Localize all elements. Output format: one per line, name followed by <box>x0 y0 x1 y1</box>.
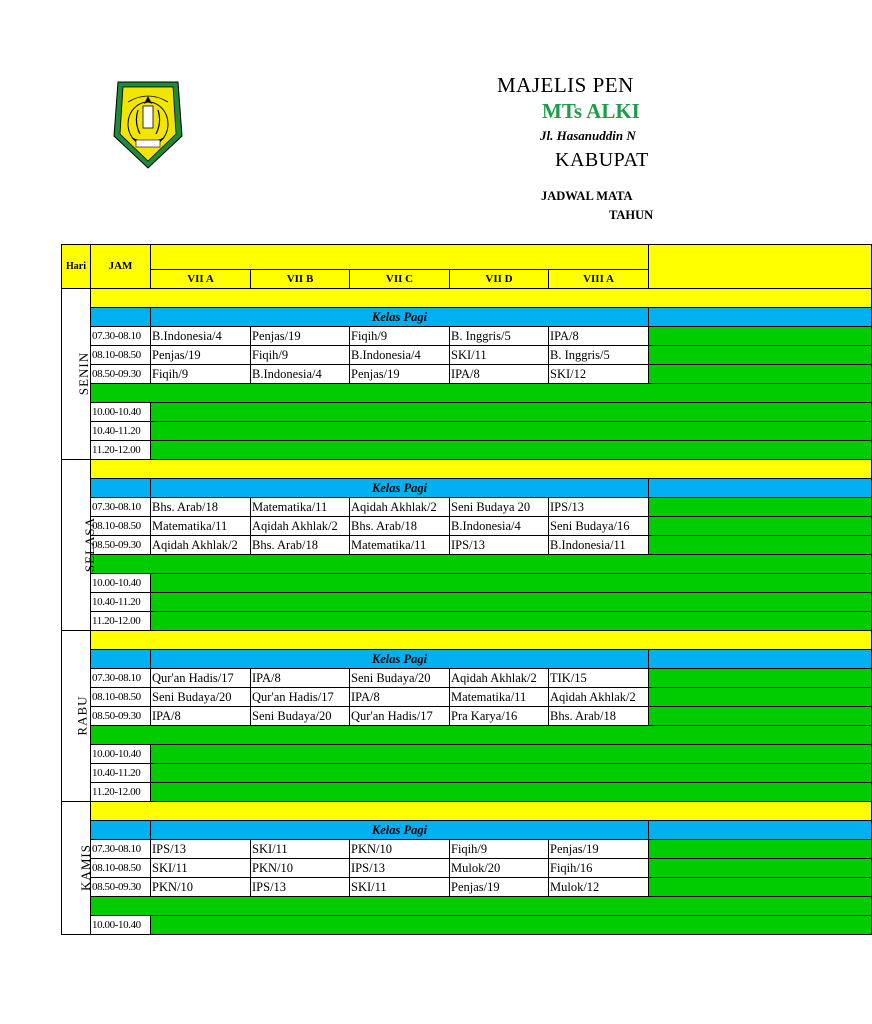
table-row <box>62 669 872 688</box>
session-label: Kelas Pagi <box>151 308 649 327</box>
break-row <box>91 897 872 916</box>
lesson-cell: B.Indonesia/4 <box>251 365 350 384</box>
lesson-cell: SKI/11 <box>151 859 251 878</box>
lesson-cell: IPS/13 <box>151 840 251 859</box>
table-row <box>62 327 872 346</box>
lesson-cell: Aqidah Akhlak/2 <box>350 498 450 517</box>
col-class-header: VIII A <box>549 270 649 289</box>
time-slot: 10.40-11.20 <box>91 593 151 612</box>
table-row <box>62 707 872 726</box>
col-class-header: VII D <box>450 270 549 289</box>
lesson-cell: Seni Budaya/16 <box>549 517 649 536</box>
lesson-cell: Bhs. Arab/18 <box>151 498 251 517</box>
day-label: RABU <box>62 631 91 802</box>
time-slot: 11.20-12.00 <box>91 612 151 631</box>
lesson-cell: Penjas/19 <box>450 878 549 897</box>
schedule-title: JADWAL MATA <box>541 189 633 203</box>
time-slot: 10.40-11.20 <box>91 422 151 441</box>
school-address: Jl. Hasanuddin N <box>540 128 636 143</box>
lesson-cell: Matematika/11 <box>350 536 450 555</box>
lesson-cell: Seni Budaya/20 <box>151 688 251 707</box>
time-slot: 08.10-08.50 <box>91 688 151 707</box>
lesson-cell: PKN/10 <box>350 840 450 859</box>
table-row <box>62 517 872 536</box>
time-slot: 10.00-10.40 <box>91 574 151 593</box>
lesson-cell: B. Inggris/5 <box>450 327 549 346</box>
table-row <box>62 346 872 365</box>
lesson-cell: IPS/13 <box>450 536 549 555</box>
time-slot: 10.00-10.40 <box>91 745 151 764</box>
time-slot: 08.10-08.50 <box>91 346 151 365</box>
lesson-cell: Penjas/19 <box>549 840 649 859</box>
break-row <box>91 726 872 745</box>
col-jam-header: JAM <box>91 245 151 289</box>
lesson-cell: IPA/8 <box>251 669 350 688</box>
lesson-cell: Penjas/19 <box>350 365 450 384</box>
time-slot: 08.50-09.30 <box>91 878 151 897</box>
time-slot: 08.10-08.50 <box>91 517 151 536</box>
lesson-cell: Bhs. Arab/18 <box>251 536 350 555</box>
time-slot: 07.30-08.10 <box>91 327 151 346</box>
time-slot: 07.30-08.10 <box>91 840 151 859</box>
table-row <box>62 688 872 707</box>
col-hari-header: Hari <box>62 245 91 289</box>
time-slot: 08.50-09.30 <box>91 707 151 726</box>
col-class-header: VII C <box>350 270 450 289</box>
time-slot: 08.10-08.50 <box>91 859 151 878</box>
session-label: Kelas Pagi <box>151 821 649 840</box>
lesson-cell: Matematika/11 <box>450 688 549 707</box>
lesson-cell: SKI/12 <box>549 365 649 384</box>
time-slot: 11.20-12.00 <box>91 783 151 802</box>
lesson-cell: Aqidah Akhlak/2 <box>450 669 549 688</box>
lesson-cell: Matematika/11 <box>251 498 350 517</box>
time-slot: 07.30-08.10 <box>91 498 151 517</box>
lesson-cell: Seni Budaya/20 <box>350 669 450 688</box>
lesson-cell: Fiqih/9 <box>450 840 549 859</box>
lesson-cell: Aqidah Akhlak/2 <box>549 688 649 707</box>
day-label: KAMIS <box>62 802 91 935</box>
time-slot: 08.50-09.30 <box>91 365 151 384</box>
lesson-cell: IPA/8 <box>549 327 649 346</box>
lesson-cell: IPS/13 <box>549 498 649 517</box>
school-emblem-icon <box>110 78 186 172</box>
lesson-cell: Penjas/19 <box>251 327 350 346</box>
lesson-cell: SKI/11 <box>251 840 350 859</box>
lesson-cell: PKN/10 <box>151 878 251 897</box>
lesson-cell: Aqidah Akhlak/2 <box>151 536 251 555</box>
lesson-cell: Mulok/12 <box>549 878 649 897</box>
lesson-cell: Bhs. Arab/18 <box>350 517 450 536</box>
lesson-cell: Aqidah Akhlak/2 <box>251 517 350 536</box>
table-row <box>62 878 872 897</box>
lesson-cell: Pra Karya/16 <box>450 707 549 726</box>
lesson-cell: IPS/13 <box>251 878 350 897</box>
lesson-cell: IPA/8 <box>350 688 450 707</box>
lesson-cell: B. Inggris/5 <box>549 346 649 365</box>
lesson-cell: IPA/8 <box>450 365 549 384</box>
lesson-cell: SKI/11 <box>450 346 549 365</box>
break-row <box>91 384 872 403</box>
lesson-cell: IPS/13 <box>350 859 450 878</box>
table-row <box>62 840 872 859</box>
table-row <box>62 365 872 384</box>
lesson-cell: Bhs. Arab/18 <box>549 707 649 726</box>
time-slot: 07.30-08.10 <box>91 669 151 688</box>
lesson-cell: Fiqih/9 <box>151 365 251 384</box>
session-label: Kelas Pagi <box>151 479 649 498</box>
lesson-cell: Fiqih/9 <box>251 346 350 365</box>
table-row <box>62 536 872 555</box>
lesson-cell: Qur'an Hadis/17 <box>350 707 450 726</box>
lesson-cell: Matematika/11 <box>151 517 251 536</box>
lesson-cell: Seni Budaya 20 <box>450 498 549 517</box>
lesson-cell: SKI/11 <box>350 878 450 897</box>
session-label: Kelas Pagi <box>151 650 649 669</box>
day-label: SENIN <box>62 289 91 460</box>
lesson-cell: TIK/15 <box>549 669 649 688</box>
table-row <box>62 859 872 878</box>
lesson-cell: Fiqih/16 <box>549 859 649 878</box>
table-row <box>62 498 872 517</box>
lesson-cell: Penjas/19 <box>151 346 251 365</box>
lesson-cell: Qur'an Hadis/17 <box>151 669 251 688</box>
lesson-cell: Mulok/20 <box>450 859 549 878</box>
regency-name: KABUPAT <box>555 149 649 171</box>
break-row <box>91 555 872 574</box>
lesson-cell: B.Indonesia/4 <box>151 327 251 346</box>
schedule-table <box>61 244 751 948</box>
header-title: MAJELIS PEN <box>497 73 634 97</box>
day-label: SELASA <box>62 460 91 631</box>
time-slot: 10.40-11.20 <box>91 764 151 783</box>
col-class-header: VII B <box>251 270 350 289</box>
lesson-cell: B.Indonesia/4 <box>350 346 450 365</box>
lesson-cell: B.Indonesia/4 <box>450 517 549 536</box>
lesson-cell: Seni Budaya/20 <box>251 707 350 726</box>
lesson-cell: Qur'an Hadis/17 <box>251 688 350 707</box>
lesson-cell: PKN/10 <box>251 859 350 878</box>
time-slot: 10.00-10.40 <box>91 403 151 422</box>
lesson-cell: IPA/8 <box>151 707 251 726</box>
time-slot: 08.50-09.30 <box>91 536 151 555</box>
time-slot: 11.20-12.00 <box>91 441 151 460</box>
school-name: MTs ALKI <box>542 99 640 123</box>
lesson-cell: Fiqih/9 <box>350 327 450 346</box>
time-slot: 10.00-10.40 <box>91 916 151 935</box>
school-year: TAHUN <box>609 208 654 222</box>
col-class-header: VII A <box>151 270 251 289</box>
lesson-cell: B.Indonesia/11 <box>549 536 649 555</box>
